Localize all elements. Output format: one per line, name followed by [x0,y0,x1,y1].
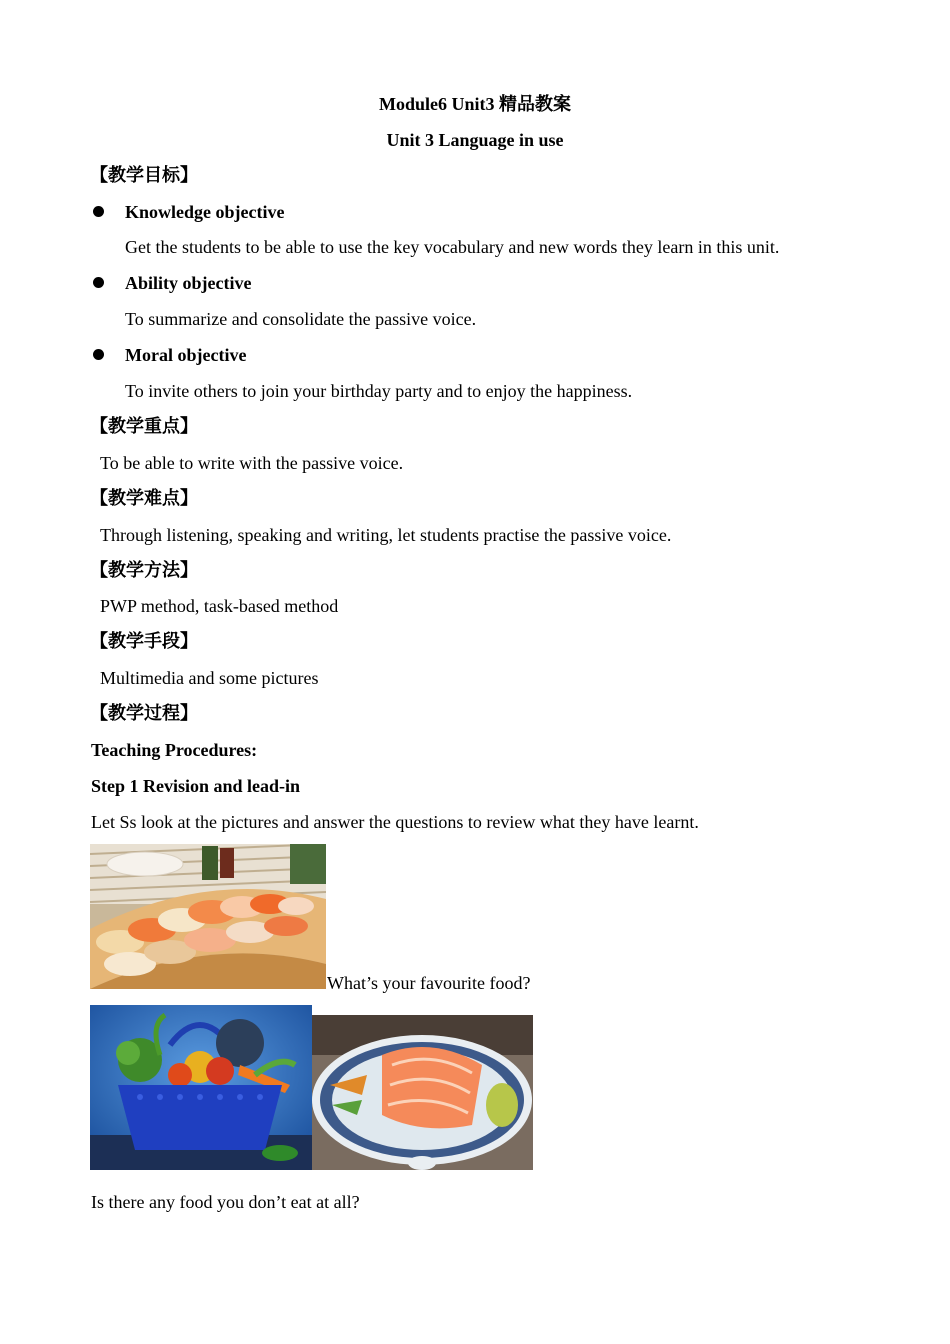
objective-text-moral: To invite others to join your birthday party and to enjoy the happiness. [125,381,633,401]
salmon-sashimi-image [312,1015,533,1170]
methods-heading: 【教学方法】 [90,560,198,581]
key-points-text: To be able to write with the passive voice. [100,453,404,473]
means-heading: 【教学手段】 [90,631,198,652]
step1-text: Let Ss look at the pictures and answer the questions to review what they have learnt. [91,812,699,832]
methods-text: PWP method, task-based method [100,596,339,616]
question-favourite-food: What’s your favourite food? [327,973,531,993]
bullet-icon [93,277,104,288]
difficulties-text: Through listening, speaking and writing, let students practise the passive voice. [100,525,672,545]
objectives-heading: 【教学目标】 [90,165,198,186]
step1-title: Step 1 Revision and lead-in [91,776,301,796]
procedures-heading: Teaching Procedures: [91,740,258,760]
objective-title-knowledge: Knowledge objective [125,202,285,222]
objective-text-knowledge: Get the students to be able to use the key vocabulary and new words they learn in this unit. [125,237,780,257]
difficulties-heading: 【教学难点】 [90,488,198,509]
vegetable-basket-image [90,1005,312,1170]
bullet-icon [93,349,104,360]
key-points-heading: 【教学重点】 [90,416,198,437]
objective-title-moral: Moral objective [125,345,247,365]
page-subtitle: Unit 3 Language in use [386,130,564,150]
page-title: Module6 Unit3 精品教案 [378,94,571,114]
process-heading: 【教学过程】 [90,703,198,724]
objective-text-ability: To summarize and consolidate the passive voice. [125,309,477,329]
sushi-image [90,844,326,989]
means-text: Multimedia and some pictures [100,668,319,688]
bullet-icon [93,206,104,217]
objective-title-ability: Ability objective [125,273,252,293]
question-food-dont-eat: Is there any food you don’t eat at all? [91,1192,360,1212]
